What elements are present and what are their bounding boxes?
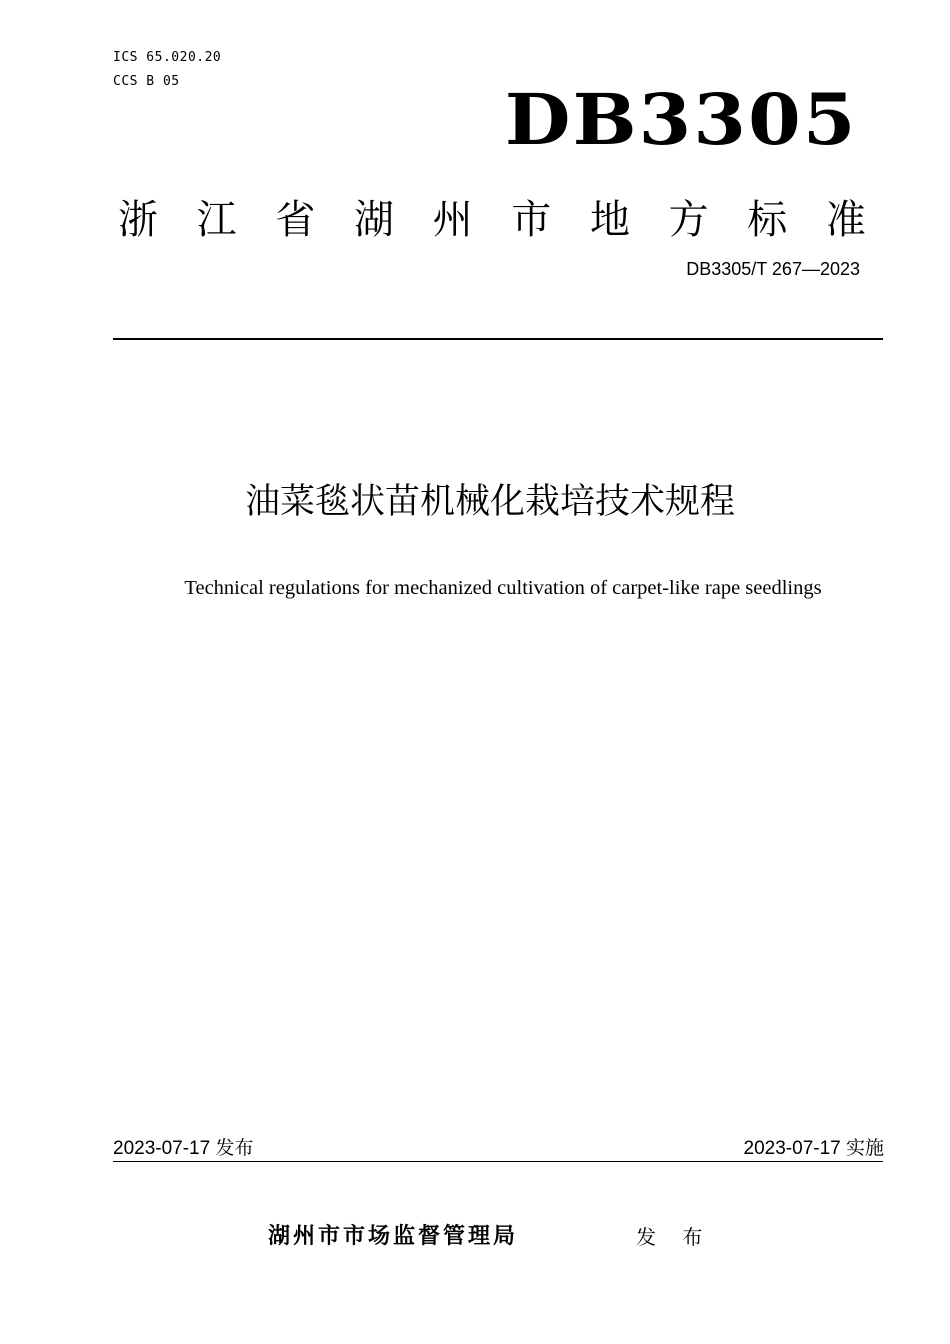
standard-logo: DB3305 — [505, 78, 858, 161]
top-divider — [113, 338, 883, 340]
standard-type-char: 地 — [589, 197, 630, 243]
issue-date: 2023-07-17 发布 — [113, 1138, 254, 1159]
standard-type-char: 江 — [196, 197, 237, 243]
standard-type-char: 市 — [511, 197, 552, 243]
bottom-divider — [113, 1161, 883, 1162]
title-chinese: 油菜毯状苗机械化栽培技术规程 — [244, 482, 735, 522]
publish-label: 发 布 — [636, 1225, 713, 1249]
standard-type-char: 州 — [432, 197, 473, 243]
standard-type-char: 省 — [275, 197, 316, 243]
standard-type-char: 浙 — [118, 197, 158, 243]
standard-type-char: 方 — [668, 197, 709, 243]
ics-code: ICS 65.020.20 — [113, 50, 222, 65]
publisher-name: 湖州市市场监督管理局 — [268, 1224, 519, 1249]
implementation-date: 2023-07-17 实施 — [743, 1138, 884, 1159]
standard-number: DB3305/T 267—2023 — [686, 259, 860, 279]
title-english: Technical regulations for mechanized cultivation of carpet-like rape seedlings — [184, 577, 822, 599]
standard-type-char: 准 — [825, 197, 866, 243]
ccs-code: CCS B 05 — [113, 74, 180, 89]
standard-type — [118, 194, 866, 246]
standard-type-char: 标 — [747, 197, 788, 243]
standard-type-char: 湖 — [353, 197, 394, 243]
